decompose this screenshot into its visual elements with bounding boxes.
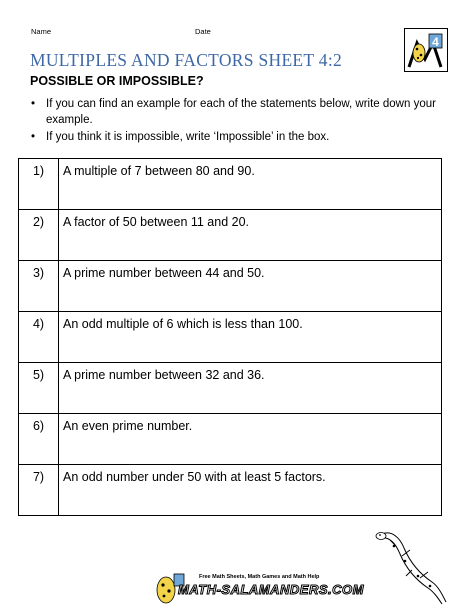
question-text: A multiple of 7 between 80 and 90. xyxy=(63,164,255,178)
bullet-icon: • xyxy=(31,131,36,143)
salamander-grade-logo-icon xyxy=(404,28,448,72)
question-answer-box[interactable] xyxy=(59,210,442,261)
question-text: A factor of 50 between 11 and 20. xyxy=(63,215,250,229)
question-answer-box[interactable] xyxy=(59,414,442,465)
worksheet-title: MULTIPLES AND FACTORS SHEET 4:2 xyxy=(30,50,343,70)
questions-table xyxy=(18,158,442,516)
question-number: 2) xyxy=(19,210,59,261)
question-number: 4) xyxy=(19,312,59,363)
question-number: 1) xyxy=(19,159,59,210)
question-text: An odd number under 50 with at least 5 factors. xyxy=(63,470,326,484)
question-row xyxy=(19,312,442,363)
footer-brand: MATH-SALAMANDERS.COM xyxy=(178,582,364,597)
footer-tagline: Free Math Sheets, Math Games and Math Help xyxy=(199,574,320,580)
question-answer-box[interactable] xyxy=(59,159,442,210)
instruction-line: If you think it is impossible, write ‘Impossible’ in the box. xyxy=(46,131,330,143)
question-number: 7) xyxy=(19,465,59,516)
question-answer-box[interactable] xyxy=(59,312,442,363)
instruction-item xyxy=(30,96,450,128)
worksheet-subtitle: POSSIBLE OR IMPOSSIBLE? xyxy=(30,74,204,88)
question-number: 5) xyxy=(19,363,59,414)
instruction-line: example. xyxy=(46,114,93,126)
question-answer-box[interactable] xyxy=(59,363,442,414)
question-row xyxy=(19,159,442,210)
question-text: A prime number between 32 and 36. xyxy=(63,368,265,382)
instruction-item xyxy=(30,129,450,145)
question-row xyxy=(19,465,442,516)
question-text: An odd multiple of 6 which is less than 100. xyxy=(63,317,303,331)
name-label: Name xyxy=(31,27,52,36)
bullet-icon: • xyxy=(31,98,36,110)
instruction-line: If you can find an example for each of the statements below, write down your xyxy=(46,98,436,110)
question-number: 6) xyxy=(19,414,59,465)
question-text: An even prime number. xyxy=(63,419,193,433)
date-label: Date xyxy=(195,27,211,36)
instructions-list xyxy=(30,96,450,146)
question-row xyxy=(19,261,442,312)
question-row xyxy=(19,363,442,414)
question-answer-box[interactable] xyxy=(59,261,442,312)
logo-grade-number: 4 xyxy=(432,35,439,49)
salamander-drawing-icon xyxy=(372,524,450,606)
question-number: 3) xyxy=(19,261,59,312)
question-row xyxy=(19,414,442,465)
question-answer-box[interactable] xyxy=(59,465,442,516)
question-text: A prime number between 44 and 50. xyxy=(63,266,265,280)
question-row xyxy=(19,210,442,261)
